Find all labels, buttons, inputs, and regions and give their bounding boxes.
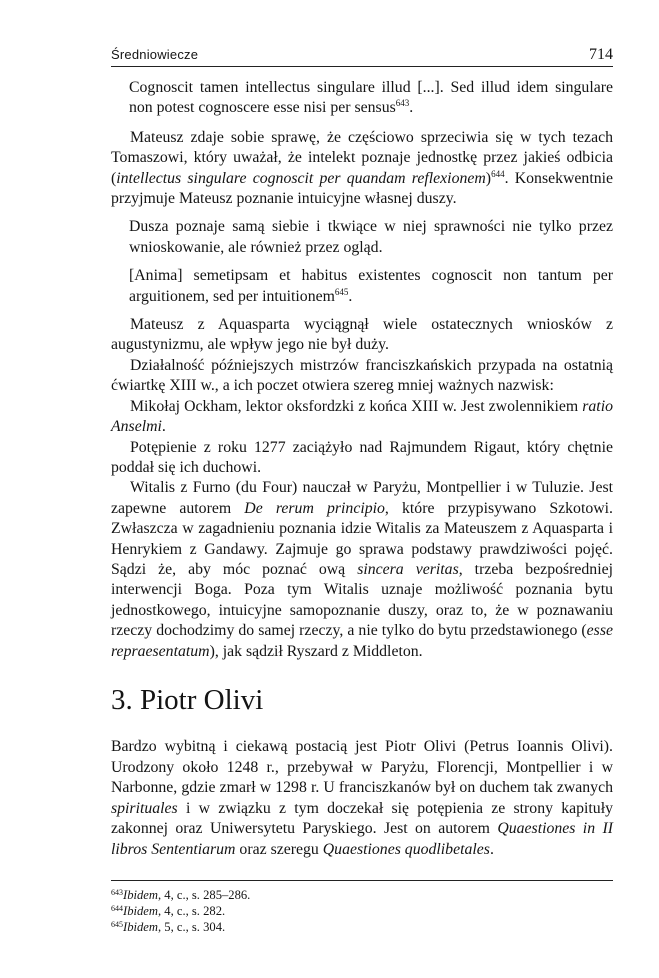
footnote-645: $^{645}$Ibidem, 5, c., s. 304. — [111, 920, 226, 934]
paragraph-3: Działalność późniejszych mistrzów franciszkańskich przypada na ostatnią ćwiartkę XIII w., a ich poczet otwiera szereg mniej ważnych nazwisk: — [111, 356, 613, 395]
block-quote-1: Cognoscit tamen intellectus singulare illud [...]. Sed illud idem singulare non potest cognoscere esse nisi per sensus$^{643}$. — [129, 79, 613, 117]
block-quote-3: [Anima] semetipsam et habitus existentes cognoscit non tantum per arguitionem, sed per intuitionem$^{645}$. — [129, 267, 613, 305]
running-head: Średniowiecze — [111, 47, 199, 62]
footnotes — [111, 887, 250, 935]
section-text — [111, 737, 613, 861]
footnote-644: $^{644}$Ibidem, 4, c., s. 282. — [111, 904, 226, 918]
footnote-rule — [111, 880, 613, 881]
paragraph-2: Mateusz z Aquasparta wyciągnął wiele ostatecznych wniosków z augustynizmu, ale wpływ jego nie był duży. — [111, 316, 613, 354]
footnote-ref-643[interactable]: 643 — [395, 98, 410, 109]
paragraph-1: Mateusz zdaje sobie sprawę, że częściowo sprzeciwia się w tych tezach Tomaszowi, który uważał, że intelekt poznaje jednostkę przez jakieś odbicia (intellectus singulare cognoscit per quandam reflexionem)$^{644}$. Konsekwentnie przyjmuje Mateusz poznanie intuicyjne własnej duszy. — [111, 128, 614, 208]
section-paragraph: Bardzo wybitną i ciekawą postacią jest Piotr Olivi (Petrus Ioannis Olivi). Urodzony około 1248 r., przebywał w Paryżu, Florencji, Montpellier i w Narbonne, gdzie zmarł w 1298 r. U franciszkanów był on duchem tak zwanych spirituales i w związku z tym doczekał się potępienia ze strony kapituły zakonnej oraz Uniwersytetu Paryskiego. Jest on autorem Quaestiones in II libros Sententiarum oraz szeregu Quaestiones quodlibetales. — [111, 738, 613, 858]
main-text — [111, 78, 613, 662]
paragraph-4: Mikołaj Ockham, lektor oksfordzki z końca XIII w. Jest zwolennikiem ratio Anselmi. — [111, 397, 613, 436]
footnote-643: $^{643}$Ibidem, 4, c., s. 285–286. — [111, 888, 251, 902]
footnote-ref-645[interactable]: 645 — [334, 286, 349, 297]
footnote-ref-644[interactable]: 644 — [491, 168, 505, 179]
section-title: 3. Piotr Olivi — [111, 684, 264, 716]
paragraph-5: Potępienie z roku 1277 zaciążyło nad Rajmundem Rigaut, który chętnie poddał się ich duchowi. — [111, 438, 613, 476]
page-number: 714 — [589, 46, 613, 63]
header-rule — [111, 66, 613, 67]
paragraph-6: Witalis z Furno (du Four) nauczał w Paryżu, Montpellier i w Tuluzie. Jest zapewne autorem De rerum principio, które przypisywano Szkotowi. Zwłaszcza w zagadnieniu poznania idzie Witalis za Mateuszem z Aquasparta i Henrykiem z Gandawy. Zajmuje go sprawa podstawy prawdziwości pojęć. Sądzi że, aby móc poznać ową sincera veritas, trzeba bezpośredniej interwencji Boga. Poza tym Witalis uznaje możliwość poznania bytu jednostkowego, intuicyjne samopoznanie duszy, oraz to, że w poznawaniu rzeczy dochodzimy do samej rzeczy, a nie tylko do bytu przedstawionego (esse repraesentatum), jak sądził Ryszard z Middleton. — [111, 479, 613, 660]
block-quote-2: Dusza poznaje samą siebie i tkwiące w niej sprawności nie tylko przez wnioskowanie, ale również przez ogląd. — [129, 218, 613, 256]
